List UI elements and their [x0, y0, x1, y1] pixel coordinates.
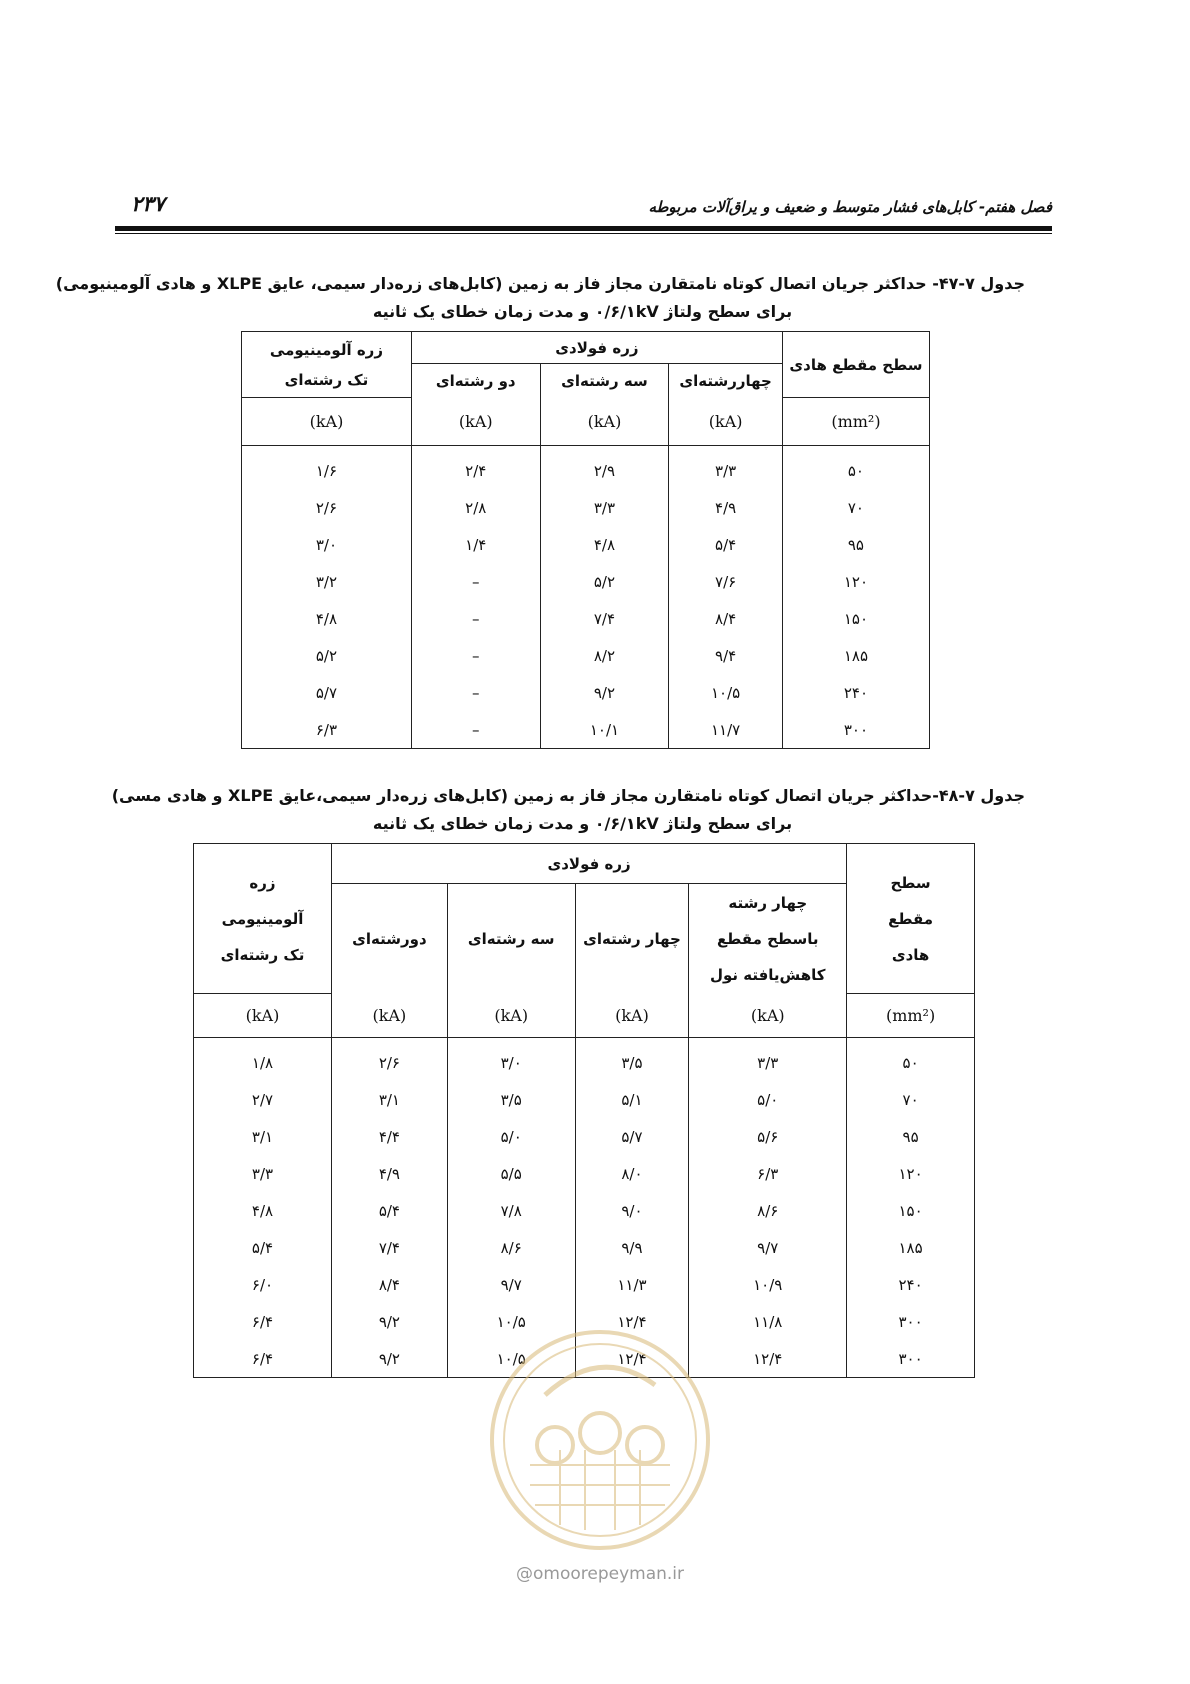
- t1-cell: –: [411, 674, 540, 711]
- t1-cell: ۱۸۵: [782, 637, 929, 674]
- t2-cell: ۸/۰: [575, 1155, 689, 1192]
- t1-cell: ۵/۷: [242, 674, 412, 711]
- t2-cell: ۳/۱: [194, 1118, 332, 1155]
- t2-row: [194, 1229, 975, 1266]
- t1-cell: ۱/۶: [242, 446, 412, 490]
- t2-cell: ۳۰۰: [847, 1340, 975, 1378]
- t2-cell: ۶/۳: [689, 1155, 847, 1192]
- t2-header-two-core: دورشته‌ای: [331, 884, 447, 994]
- t1-row: [242, 674, 930, 711]
- t1-cell: –: [411, 637, 540, 674]
- t2-header-steel-armour: زره فولادی: [331, 844, 846, 884]
- table2-caption-line2: برای سطح ولتاژ ۰/۶/۱kV و مدت زمان خطای یک ثانیه: [372, 814, 793, 833]
- t1-cell: ۷/۴: [540, 600, 669, 637]
- t1-header-steel-armour: زره فولادی: [411, 332, 782, 364]
- t1-cell: ۱/۴: [411, 526, 540, 563]
- table1-caption: [55, 270, 1025, 326]
- t2-cell: ۲/۶: [331, 1038, 447, 1082]
- t2-cell: ۹/۰: [575, 1192, 689, 1229]
- t2-cell: ۱۱/۸: [689, 1303, 847, 1340]
- t1-unit-ka-2: (kA): [540, 398, 669, 446]
- t1-cell: ۱۰/۱: [540, 711, 669, 749]
- t2-cell: ۸/۶: [689, 1192, 847, 1229]
- t1-header-cross-section-label: سطح مقطع هادی: [789, 355, 923, 374]
- t2-header-three-core: سه رشته‌ای: [447, 884, 575, 994]
- t1-cell: ۴/۸: [242, 600, 412, 637]
- t2-row: [194, 1038, 975, 1082]
- t1-unit-mm2: (mm²): [782, 398, 929, 446]
- t1-cell: ۱۵۰: [782, 600, 929, 637]
- t1-cell: ۲۴۰: [782, 674, 929, 711]
- t1-row: [242, 563, 930, 600]
- t2-cell: ۸/۴: [331, 1266, 447, 1303]
- t2-row: [194, 1266, 975, 1303]
- t2-row: [194, 1081, 975, 1118]
- t1-row: [242, 711, 930, 749]
- t1-unit-ka-4: (kA): [242, 398, 412, 446]
- t1-cell: ۵۰: [782, 446, 929, 490]
- t1-cell: ۲/۹: [540, 446, 669, 490]
- t2-cell: ۱۰/۹: [689, 1266, 847, 1303]
- t2-row: [194, 1118, 975, 1155]
- t2-unit-ka-2: (kA): [575, 994, 689, 1038]
- t1-cell: ۳/۲: [242, 563, 412, 600]
- t1-cell: ۸/۴: [669, 600, 783, 637]
- t2-cell: ۶/۰: [194, 1266, 332, 1303]
- table2: [193, 843, 975, 1378]
- t1-cell: ۵/۲: [540, 563, 669, 600]
- t2-cell: ۳/۳: [689, 1038, 847, 1082]
- t1-header-aluminium-single: زره آلومینیومی تک رشته‌ای: [242, 332, 412, 398]
- t1-header-three-core: سه رشته‌ای: [540, 364, 669, 398]
- t2-cell: ۱۲/۴: [689, 1340, 847, 1378]
- t1-row: [242, 637, 930, 674]
- t2-cell: ۵/۱: [575, 1081, 689, 1118]
- t1-cell: ۴/۹: [669, 489, 783, 526]
- t1-row: [242, 600, 930, 637]
- t2-cell: ۲۴۰: [847, 1266, 975, 1303]
- t2-cell: ۳/۵: [447, 1081, 575, 1118]
- page-header: [115, 192, 1052, 222]
- t1-row: [242, 446, 930, 490]
- t2-cell: ۵۰: [847, 1038, 975, 1082]
- table1: [241, 331, 930, 749]
- t1-cell: ۲/۴: [411, 446, 540, 490]
- t2-cell: ۸/۶: [447, 1229, 575, 1266]
- t2-cell: ۷/۴: [331, 1229, 447, 1266]
- t2-cell: ۵/۷: [575, 1118, 689, 1155]
- t2-cell: ۴/۹: [331, 1155, 447, 1192]
- table1-caption-line1: جدول ۷-۴۷- حداکثر جریان اتصال کوتاه نامتقارن مجاز فاز به زمین (کابل‌های زره‌دار سیمی، عایق XLPE و هادی آلومینیومی): [55, 274, 1025, 293]
- t1-cell: ۷/۶: [669, 563, 783, 600]
- t1-header-four-core: چهاررشته‌ای: [669, 364, 783, 398]
- watermark-site: @omoorepeyman.ir: [515, 1564, 685, 1584]
- t1-cell: –: [411, 600, 540, 637]
- table2-caption-line1: جدول ۷-۴۸-حداکثر جریان اتصال کوتاه نامتقارن مجاز فاز به زمین (کابل‌های زره‌دار سیمی،عایق XLPE و هادی مسی): [111, 786, 1025, 805]
- table1-caption-line2: برای سطح ولتاژ ۰/۶/۱kV و مدت زمان خطای یک ثانیه: [372, 302, 793, 321]
- t1-cell: ۹/۴: [669, 637, 783, 674]
- t2-cell: ۳۰۰: [847, 1303, 975, 1340]
- t2-cell: ۶/۴: [194, 1303, 332, 1340]
- t1-header-cross-section: [782, 332, 929, 398]
- t2-cell: ۹/۲: [331, 1303, 447, 1340]
- t1-cell: ۳/۳: [540, 489, 669, 526]
- t1-row: [242, 489, 930, 526]
- t2-cell: ۹/۷: [447, 1266, 575, 1303]
- t2-cell: ۱۵۰: [847, 1192, 975, 1229]
- t2-cell: ۷/۸: [447, 1192, 575, 1229]
- t2-unit-ka-4: (kA): [331, 994, 447, 1038]
- t2-cell: ۱۱/۳: [575, 1266, 689, 1303]
- t2-header-four-core-reduced: چهار رشته باسطح مقطع کاهش‌یافته نول: [689, 884, 847, 994]
- t1-cell: –: [411, 711, 540, 749]
- t1-row: [242, 526, 930, 563]
- t1-cell: ۱۱/۷: [669, 711, 783, 749]
- t1-cell: ۳۰۰: [782, 711, 929, 749]
- t1-unit-ka-1: (kA): [669, 398, 783, 446]
- t1-cell: ۶/۳: [242, 711, 412, 749]
- t2-unit-ka-1: (kA): [689, 994, 847, 1038]
- t2-cell: ۳/۰: [447, 1038, 575, 1082]
- t2-cell: ۱۸۵: [847, 1229, 975, 1266]
- t1-cell: –: [411, 563, 540, 600]
- t1-cell: ۴/۸: [540, 526, 669, 563]
- t1-header-two-core: دو رشته‌ای: [411, 364, 540, 398]
- t2-row: [194, 1192, 975, 1229]
- t2-cell: ۱۰/۵: [447, 1340, 575, 1378]
- t2-header-cross-section: سطح مقطع هادی: [847, 844, 975, 994]
- t1-cell: ۱۲۰: [782, 563, 929, 600]
- t2-cell: ۳/۱: [331, 1081, 447, 1118]
- chapter-title: فصل هفتم- کابل‌های فشار متوسط و ضعیف و یراق‌آلات مربوطه: [648, 198, 1052, 216]
- t2-cell: ۷۰: [847, 1081, 975, 1118]
- t2-row: [194, 1155, 975, 1192]
- t2-cell: ۹۵: [847, 1118, 975, 1155]
- t2-cell: ۹/۷: [689, 1229, 847, 1266]
- t2-cell: ۹/۲: [331, 1340, 447, 1378]
- t2-cell: ۵/۰: [447, 1118, 575, 1155]
- t1-cell: ۲/۸: [411, 489, 540, 526]
- t1-cell: ۷۰: [782, 489, 929, 526]
- t1-cell: ۹/۲: [540, 674, 669, 711]
- t2-unit-ka-3: (kA): [447, 994, 575, 1038]
- t1-cell: ۳/۰: [242, 526, 412, 563]
- header-rule-thin: [115, 233, 1052, 234]
- t1-unit-ka-3: (kA): [411, 398, 540, 446]
- t1-cell: ۸/۲: [540, 637, 669, 674]
- t2-cell: ۵/۴: [194, 1229, 332, 1266]
- t2-cell: ۲/۷: [194, 1081, 332, 1118]
- page-number: ۲۳۷: [131, 192, 165, 216]
- t2-header-four-core: چهار رشته‌ای: [575, 884, 689, 994]
- t2-cell: ۱۲۰: [847, 1155, 975, 1192]
- t2-cell: ۵/۵: [447, 1155, 575, 1192]
- t1-cell: ۱۰/۵: [669, 674, 783, 711]
- t2-cell: ۳/۵: [575, 1038, 689, 1082]
- t1-cell: ۵/۲: [242, 637, 412, 674]
- t2-cell: ۳/۳: [194, 1155, 332, 1192]
- t2-cell: ۹/۹: [575, 1229, 689, 1266]
- header-rule-thick: [115, 226, 1052, 231]
- t2-cell: ۱۲/۴: [575, 1340, 689, 1378]
- t1-cell: ۵/۴: [669, 526, 783, 563]
- t2-cell: ۱۰/۵: [447, 1303, 575, 1340]
- t2-header-aluminium-single: زره آلومینیومی تک رشته‌ای: [194, 844, 332, 994]
- t2-cell: ۶/۴: [194, 1340, 332, 1378]
- t1-cell: ۲/۶: [242, 489, 412, 526]
- t2-cell: ۴/۸: [194, 1192, 332, 1229]
- t2-unit-mm2: (mm²): [847, 994, 975, 1038]
- t1-cell: ۳/۳: [669, 446, 783, 490]
- t2-cell: ۴/۴: [331, 1118, 447, 1155]
- t1-cell: ۹۵: [782, 526, 929, 563]
- t2-cell: ۱۲/۴: [575, 1303, 689, 1340]
- t2-cell: ۵/۶: [689, 1118, 847, 1155]
- t2-cell: ۵/۰: [689, 1081, 847, 1118]
- table2-caption: [111, 782, 1025, 838]
- t2-cell: ۵/۴: [331, 1192, 447, 1229]
- t2-cell: ۱/۸: [194, 1038, 332, 1082]
- t2-unit-ka-5: (kA): [194, 994, 332, 1038]
- watermark-logo: [485, 1325, 715, 1555]
